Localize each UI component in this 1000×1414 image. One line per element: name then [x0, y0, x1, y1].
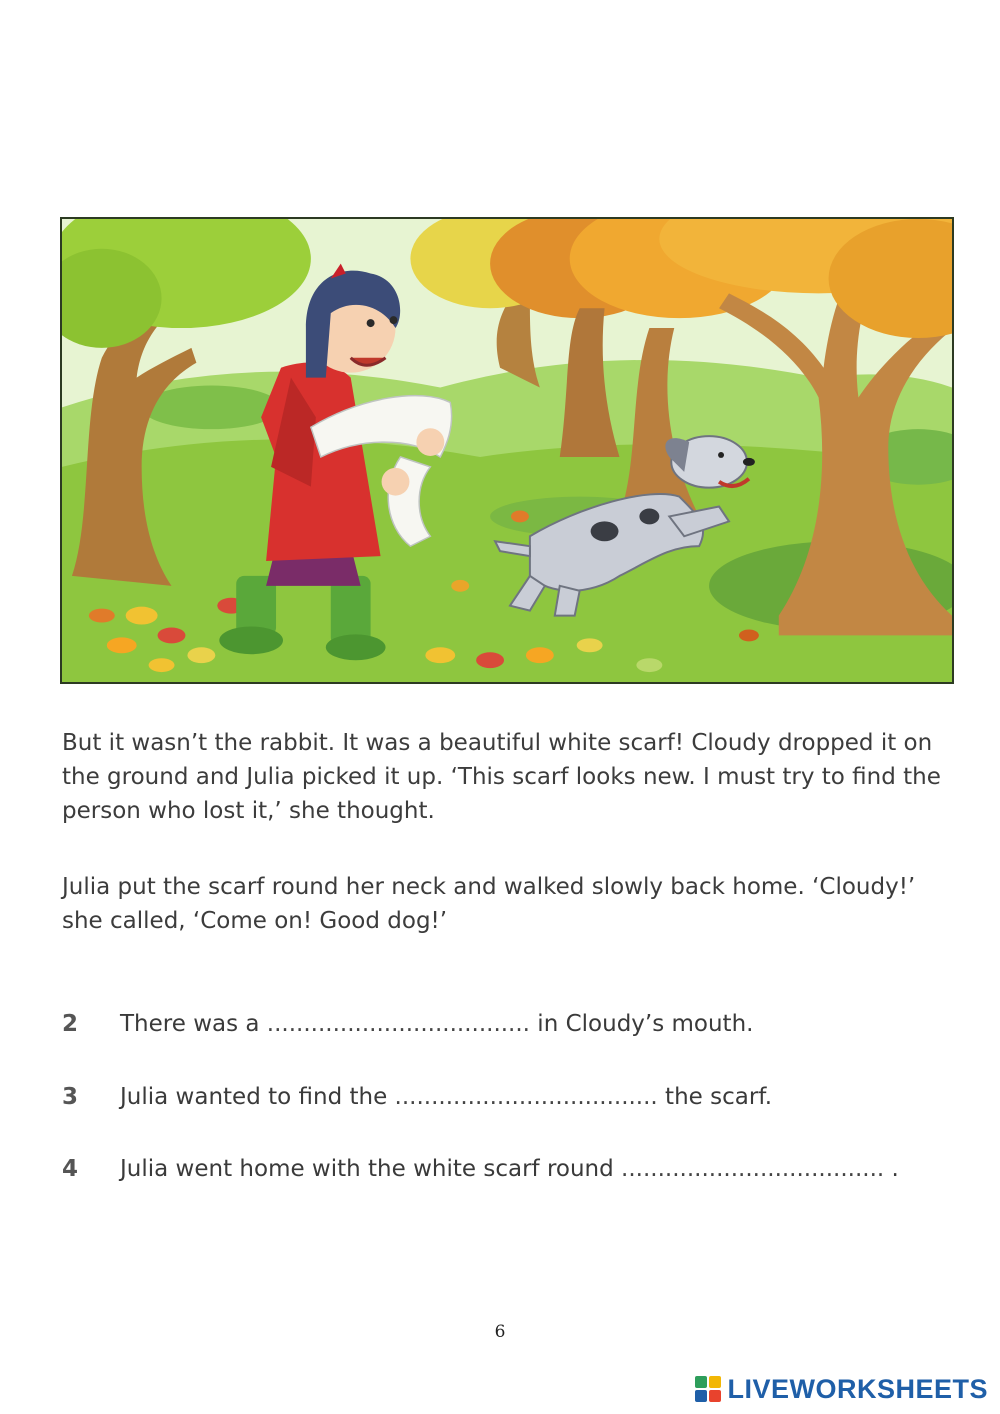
question-number: 4	[62, 1156, 79, 1182]
question-number: 2	[62, 1011, 79, 1037]
answer-blank-3[interactable]: ....................................	[394, 1084, 658, 1110]
question-3	[62, 1080, 962, 1114]
answer-blank-4[interactable]: ....................................	[621, 1156, 885, 1182]
story-paragraph-2: Julia put the scarf round her neck and walked slowly back home. ‘Cloudy!’ she called, ‘Come on! Good dog!’	[62, 874, 916, 934]
park-scene-image	[62, 219, 952, 682]
question-text	[120, 1007, 753, 1041]
question-text-after: in Cloudy’s mouth.	[530, 1011, 754, 1037]
story-illustration	[60, 217, 954, 684]
question-text-after: the scarf.	[657, 1084, 773, 1110]
liveworksheets-logo-icon	[695, 1376, 721, 1402]
question-4	[62, 1152, 962, 1186]
brand-name: LIVEWORKSHEETS	[727, 1373, 988, 1404]
question-text-after: .	[884, 1156, 899, 1182]
question-2	[62, 1007, 962, 1041]
liveworksheets-brand	[695, 1372, 988, 1406]
question-text	[120, 1080, 772, 1114]
question-text-before: Julia wanted to find the	[120, 1084, 395, 1110]
story-paragraph-1: But it wasn’t the rabbit. It was a beautiful white scarf! Cloudy dropped it on the ground and Julia picked it up. ‘This scarf looks new. I must try to find the person who lost it,’ she thought.	[62, 730, 941, 824]
question-text	[120, 1152, 899, 1186]
question-text-before: There was a	[120, 1011, 267, 1037]
question-number: 3	[62, 1084, 79, 1110]
page-number: 6	[494, 1322, 506, 1342]
answer-blank-2[interactable]: ....................................	[266, 1011, 530, 1037]
question-text-before: Julia went home with the white scarf round	[120, 1156, 622, 1182]
